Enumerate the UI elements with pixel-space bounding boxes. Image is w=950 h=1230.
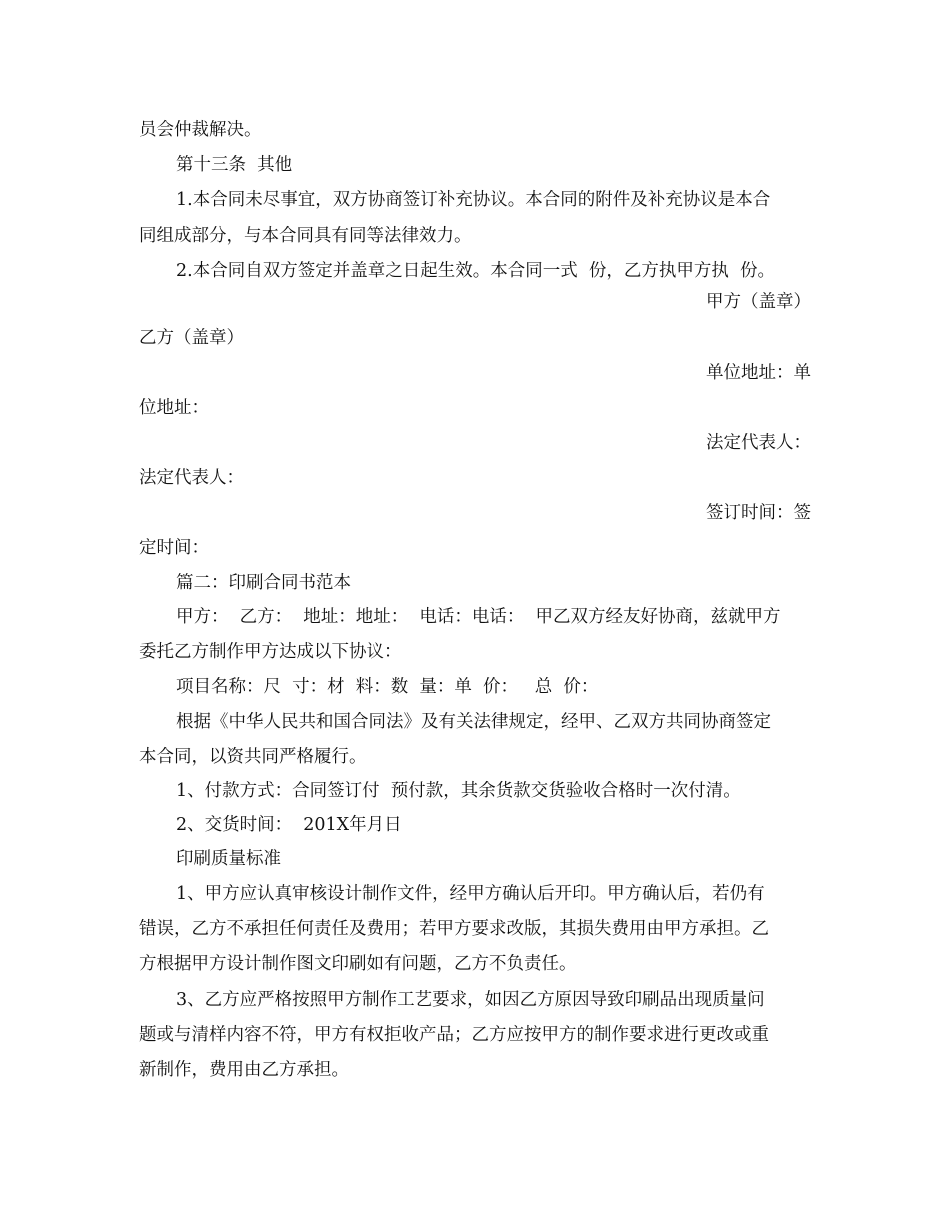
text-line: 方根据甲方设计制作图文印刷如有问题，乙方不负责任。: [139, 954, 577, 974]
text-line: 1、甲方应认真审核设计制作文件，经甲方确认后开印。甲方确认后，若仍有: [176, 884, 765, 904]
signature-line: 位地址：: [139, 398, 209, 418]
text-line: 委托乙方制作甲方达成以下协议：: [139, 642, 402, 662]
section-heading: 第十三条 其他: [176, 155, 293, 175]
signature-line: 定时间：: [139, 538, 209, 558]
signature-line: 单位地址：单: [706, 363, 811, 383]
text-line: 1.本合同未尽事宜，双方协商签订补充协议。本合同的附件及补充协议是本合: [176, 190, 771, 210]
chapter-heading: 篇二：印刷合同书范本: [176, 573, 351, 593]
signature-line: 甲方（盖章）: [706, 292, 811, 312]
text-line: 2、交货时间： 201X年月日: [176, 815, 402, 835]
signature-line: 签订时间：签: [706, 503, 811, 523]
text-line: 3、乙方应严格按照甲方制作工艺要求，如因乙方原因导致印刷品出现质量问: [176, 990, 765, 1010]
text-line: 员会仲裁解决。: [139, 120, 262, 140]
text-line: 本合同，以资共同严格履行。: [139, 747, 367, 767]
text-line: 2.本合同自双方签定并盖章之日起生效。本合同一式 份，乙方执甲方执 份。: [176, 261, 775, 281]
section-heading: 印刷质量标准: [176, 849, 281, 869]
text-line: 题或与清样内容不符，甲方有权拒收产品；乙方应按甲方的制作要求进行更改或重: [139, 1025, 769, 1045]
text-line: 根据《中华人民共和国合同法》及有关法律规定，经甲、乙双方共同协商签定: [176, 712, 771, 732]
signature-line: 法定代表人：: [139, 468, 244, 488]
signature-line: 乙方（盖章）: [139, 328, 244, 348]
text-line: 甲方： 乙方： 地址：地址： 电话：电话： 甲乙双方经友好协商，兹就甲方: [176, 607, 781, 627]
text-line: 项目名称：尺 寸：材 料：数 量：单 价： 总 价：: [176, 677, 599, 697]
text-line: 错误，乙方不承担任何责任及费用；若甲方要求改版，其损失费用由甲方承担。乙: [139, 919, 769, 939]
text-line: 新制作，费用由乙方承担。: [139, 1060, 349, 1080]
text-line: 同组成部分，与本合同具有同等法律效力。: [139, 226, 472, 246]
signature-line: 法定代表人：: [706, 433, 811, 453]
text-line: 1、付款方式：合同签订付 预付款，其余货款交货验收合格时一次付清。: [176, 781, 741, 801]
